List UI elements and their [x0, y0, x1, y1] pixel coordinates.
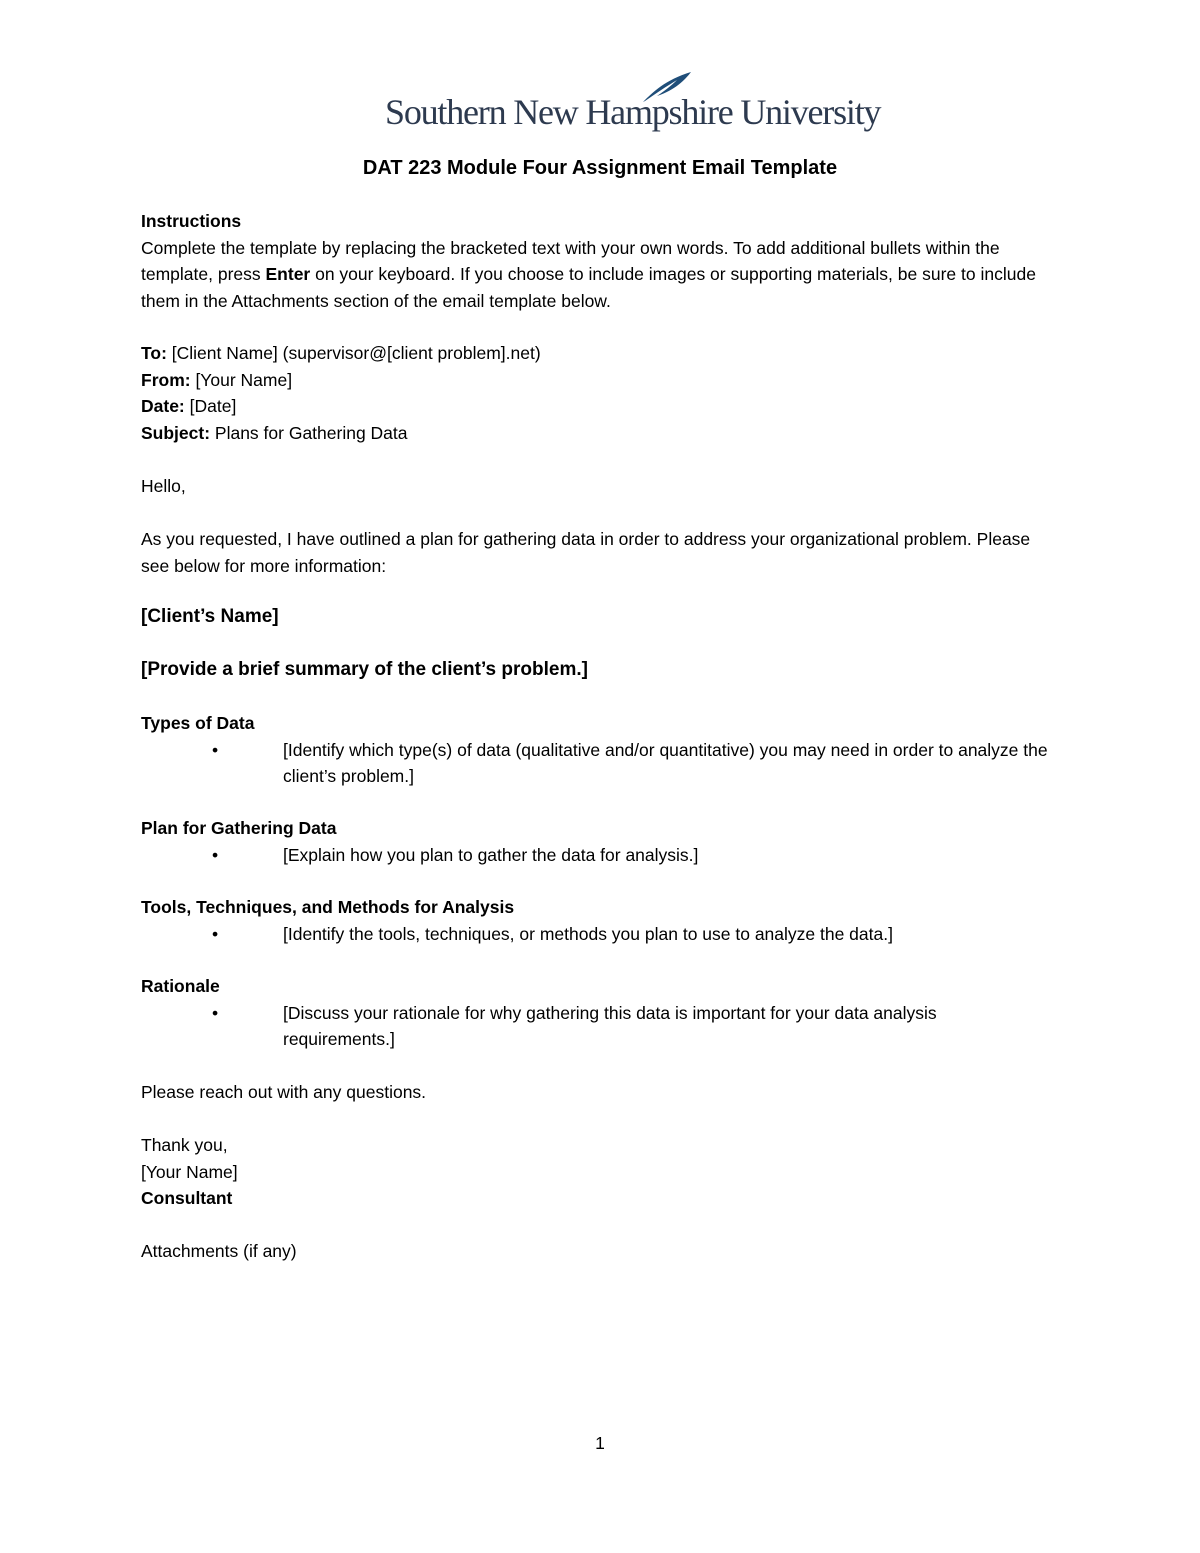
email-header-fields	[141, 340, 1061, 446]
closing-line: Please reach out with any questions.	[141, 1082, 427, 1102]
subject-value: Plans for Gathering Data	[210, 422, 408, 443]
bullet-item	[141, 842, 1053, 869]
bullet-text: [Identify which type(s) of data (qualitative and/or quantitative) you may need in order to analyze the client’s problem.]	[283, 739, 1048, 786]
bullet-icon: •	[212, 844, 219, 865]
section-heading: Rationale	[141, 976, 220, 996]
bullet-text: [Discuss your rationale for why gathering this data is important for your data analysis requirements.]	[283, 1002, 937, 1049]
date-line	[141, 393, 1061, 420]
attachments-line: Attachments (if any)	[141, 1241, 297, 1261]
signature-name: [Your Name]	[141, 1161, 238, 1182]
university-name: Southern New Hampshire University	[385, 92, 881, 132]
instructions-text-part-2: on your keyboard. If you choose to include images or supporting materials, be sure to include them in the Attachments section of the email template below.	[141, 264, 1036, 311]
date-value: [Date]	[184, 396, 237, 416]
date-label: Date:	[141, 396, 185, 416]
instructions-text	[141, 235, 1061, 315]
section-heading: Types of Data	[141, 713, 255, 733]
sign-off: Thank you,	[141, 1135, 228, 1155]
to-label: To:	[141, 343, 167, 363]
greeting: Hello,	[141, 476, 186, 496]
section-heading: Plan for Gathering Data	[141, 818, 337, 838]
bullet-icon: •	[212, 923, 219, 944]
bullet-item	[141, 921, 1053, 948]
bullet-icon: •	[212, 739, 219, 760]
to-line	[141, 340, 1061, 367]
instructions-text-part-1: Complete the template by replacing the bracketed text with your own words. To add additional bullets within the template, press	[141, 237, 1000, 284]
problem-summary-heading: [Provide a brief summary of the client’s problem.]	[141, 659, 588, 680]
section-heading: Tools, Techniques, and Methods for Analysis	[141, 897, 515, 917]
section-rationale	[141, 973, 1061, 1053]
university-logo	[385, 70, 881, 136]
signature-block	[141, 1132, 1061, 1212]
signature-title: Consultant	[141, 1188, 233, 1208]
section-plan-for-gathering-data	[141, 815, 1061, 868]
page-number: 1	[595, 1433, 605, 1453]
enter-key-label: Enter	[265, 264, 311, 284]
section-types-of-data	[141, 710, 1061, 790]
instructions-section	[141, 208, 1061, 314]
document-title: DAT 223 Module Four Assignment Email Template	[362, 157, 838, 179]
subject-line	[141, 420, 1061, 447]
from-label: From:	[141, 369, 191, 390]
from-value: [Your Name]	[190, 369, 293, 390]
bullet-text: [Explain how you plan to gather the data for analysis.]	[283, 844, 699, 865]
intro-paragraph: As you requested, I have outlined a plan for gathering data in order to address your organizational problem. Please see below for more information:	[141, 529, 1031, 576]
bullet-text: [Identify the tools, techniques, or methods you plan to use to analyze the data.]	[283, 923, 893, 944]
client-name-heading: [Client’s Name]	[141, 606, 279, 627]
bullet-icon: •	[212, 1002, 219, 1023]
to-value: [Client Name] (supervisor@[client problem].net)	[166, 343, 541, 363]
subject-label: Subject:	[141, 422, 211, 443]
bullet-item	[141, 1000, 1053, 1053]
bullet-item	[141, 737, 1053, 790]
from-line	[141, 367, 1061, 394]
section-tools-techniques-methods	[141, 894, 1061, 947]
instructions-heading: Instructions	[141, 211, 242, 231]
